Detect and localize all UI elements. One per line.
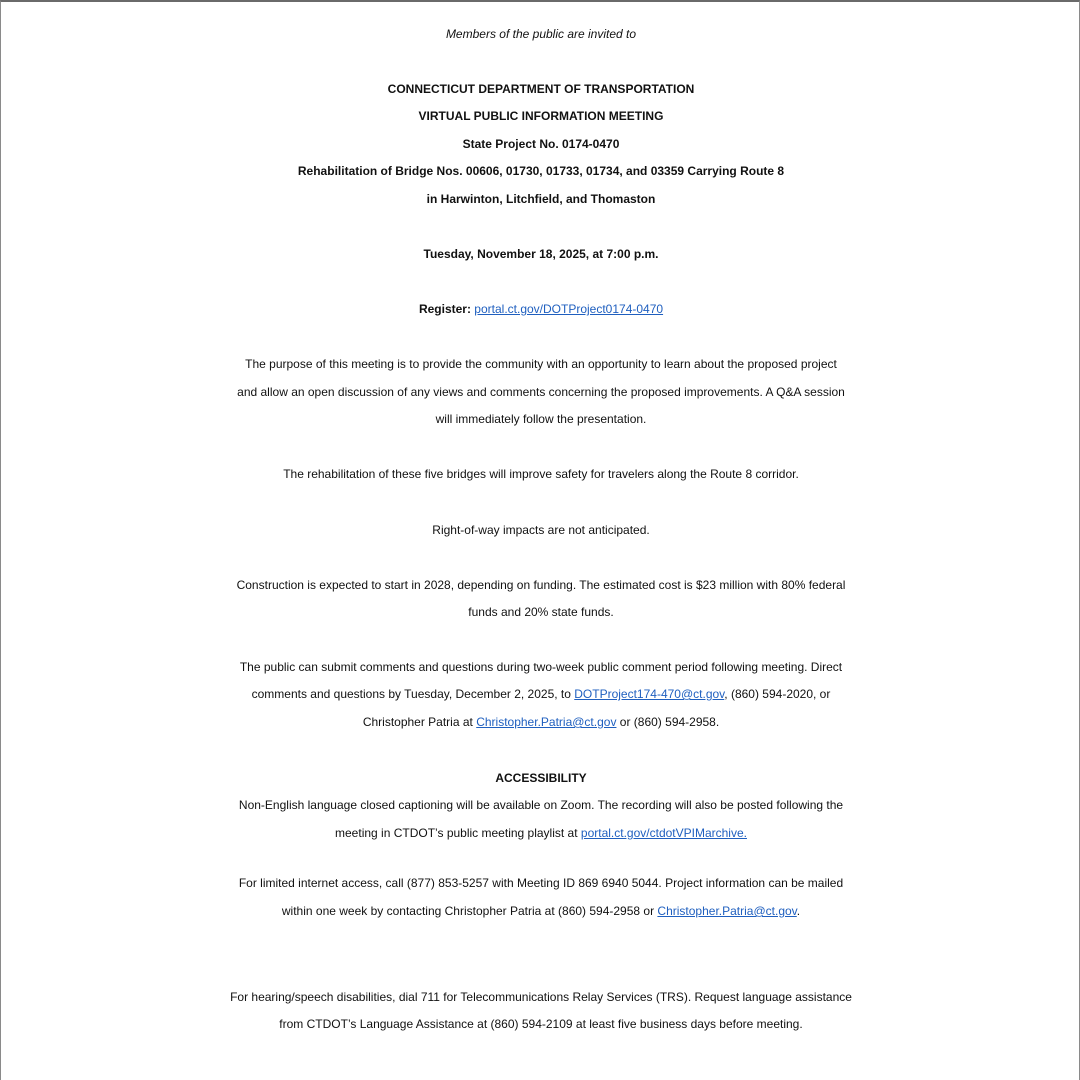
accessibility-line-1: Non-English language closed captioning will be available on Zoom. The recording will also be posted following the xyxy=(238,798,844,812)
hearing-line-2: from CTDOT’s Language Assistance at (860) 594-2109 at least five business days before meeting. xyxy=(279,1017,803,1031)
accessibility-heading: ACCESSIBILITY xyxy=(495,771,587,785)
register-link[interactable]: portal.ct.gov/DOTProject0174-0470 xyxy=(474,302,664,316)
invite-line: Members of the public are invited to xyxy=(445,27,637,41)
internet-line-2 xyxy=(1,898,1080,925)
purpose-line-1: The purpose of this meeting is to provide the community with an opportunity to learn about the proposed project xyxy=(245,357,837,371)
project-number: State Project No. 0174-0470 xyxy=(462,137,620,151)
internet-contact-email-link[interactable]: Christopher.Patria@ct.gov xyxy=(657,904,797,918)
accessibility-line-2-text: meeting in CTDOT’s public meeting playlist at xyxy=(335,826,581,840)
construction-line-2: funds and 20% state funds. xyxy=(468,605,614,619)
register-line xyxy=(1,296,1080,323)
project-email-link[interactable]: DOTProject174-470@ct.gov xyxy=(574,687,725,701)
meeting-date-time: Tuesday, November 18, 2025, at 7:00 p.m. xyxy=(423,247,659,261)
construction-line-1: Construction is expected to start in 2028, depending on funding. The estimated cost is $23 million with 80% federal xyxy=(236,578,846,592)
register-label: Register: xyxy=(418,302,471,316)
internet-line-2-text: within one week by contacting Christopher Patria at (860) 594-2958 or xyxy=(281,904,658,918)
comments-line-3-tail: or (860) 594-2958. xyxy=(616,715,720,729)
comments-line-2 xyxy=(1,681,1080,708)
contact-email-link[interactable]: Christopher.Patria@ct.gov xyxy=(476,715,617,729)
purpose-line-3: will immediately follow the presentation. xyxy=(435,412,647,426)
hearing-line-1: For hearing/speech disabilities, dial 711 for Telecommunications Relay Services (TRS). Request language assistance xyxy=(230,990,852,1004)
comments-line-3-text: Christopher Patria at xyxy=(362,715,477,729)
right-of-way-paragraph: Right-of-way impacts are not anticipated. xyxy=(432,523,650,537)
project-location: in Harwinton, Litchfield, and Thomaston xyxy=(426,192,656,206)
project-title: Rehabilitation of Bridge Nos. 00606, 01730, 01733, 01734, and 03359 Carrying Route 8 xyxy=(297,164,785,178)
comments-line-3 xyxy=(1,709,1080,736)
meeting-type-heading: VIRTUAL PUBLIC INFORMATION MEETING xyxy=(418,109,664,123)
purpose-line-2: and allow an open discussion of any views and comments concerning the proposed improvements. A Q&A session xyxy=(237,385,845,399)
internet-line-1: For limited internet access, call (877) 853-5257 with Meeting ID 869 6940 5044. Project information can be mailed xyxy=(238,876,844,890)
comments-line-1: The public can submit comments and questions during two-week public comment period following meeting. Direct xyxy=(239,660,843,674)
org-heading: CONNECTICUT DEPARTMENT OF TRANSPORTATION xyxy=(387,82,695,96)
safety-paragraph: The rehabilitation of these five bridges will improve safety for travelers along the Route 8 corridor. xyxy=(283,467,799,481)
accessibility-line-2 xyxy=(1,820,1080,847)
comments-line-2-tail: , (860) 594-2020, or xyxy=(724,687,831,701)
archive-link[interactable]: portal.ct.gov/ctdotVPIMarchive. xyxy=(580,826,747,840)
internet-line-2-tail: . xyxy=(796,904,801,918)
comments-line-2-text: comments and questions by Tuesday, December 2, 2025, to xyxy=(251,687,575,701)
